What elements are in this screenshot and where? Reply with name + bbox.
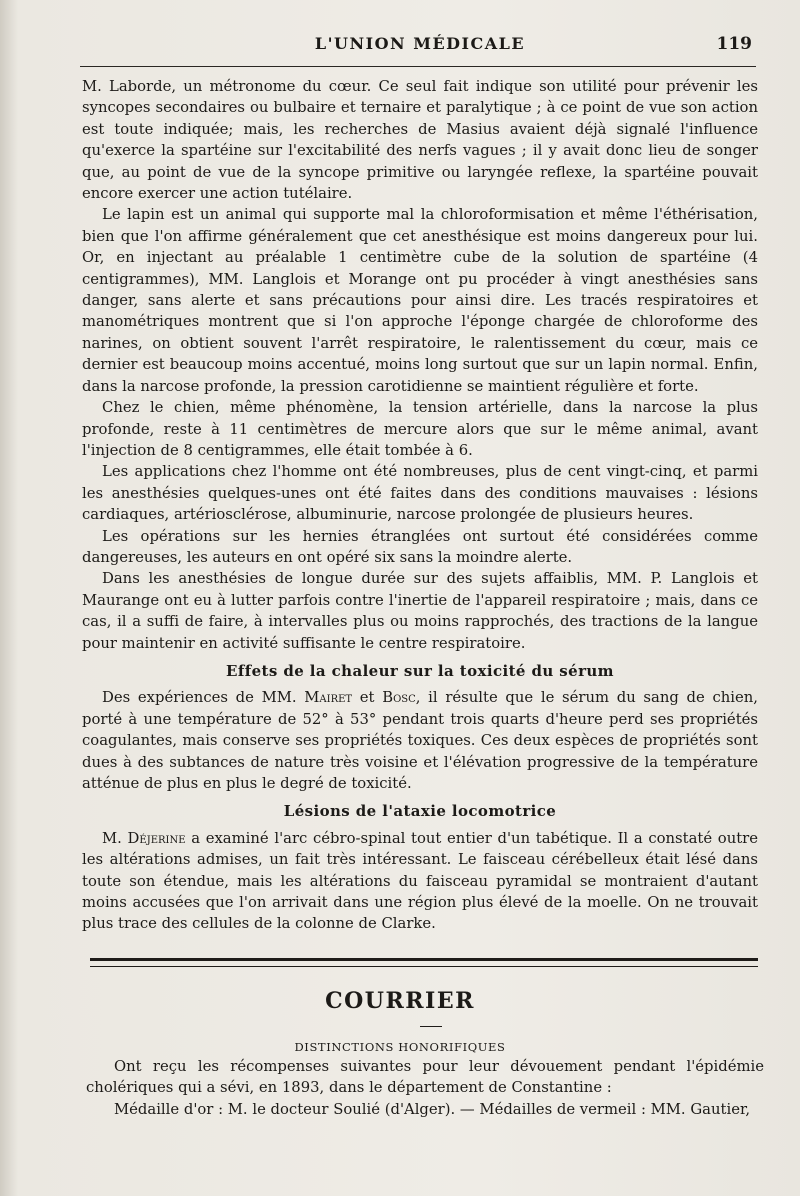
header-rule — [80, 66, 756, 67]
ataxie-text-a: M. — [102, 829, 128, 847]
paragraph-4: Les applications chez l'homme ont été nombreuses, plus de cent vingt-cinq, et parmi les anesthésies quelques-unes ont été faites dans des conditions mauvaises : lésions cardiaques, artériosclérose, albuminurie, narcose prolongée de plusieurs heures. — [82, 463, 758, 524]
ataxie-text-b: a examiné l'arc cébro-spinal tout entier d'un tabétique. Il a constaté outre les altérations admises, un fait très intéressant. Le faisceau cérébelleux était lésé dans toute son étendue, mais les altérations du faisceau pyramidal se montraient d'autant moins accusées que l'on arrivait dans une région plus élevé de la moelle. On ne trouvait plus trace des cellules de la colonne de Clarke. — [82, 829, 758, 933]
author-name-mairet: Mairet — [304, 689, 353, 707]
paragraph-6: Dans les anesthésies de longue durée sur des sujets affaiblis, MM. P. Langlois et Maurange ont eu à lutter parfois contre l'inertie de l'appareil respiratoire ; mais, dans ce cas, il a suffi de faire, à intervalles plus ou moins rapprochés, des tractions de la langue pour maintenir en activité suffisante le centre respiratoire. — [82, 570, 758, 652]
courrier-paragraph-1: Ont reçu les récompenses suivantes pour leur dévouement pendant l'épidémie cholériques qui a sévi, en 1893, dans le département de Constantine : — [86, 1058, 764, 1097]
paragraph-1: M. Laborde, un métronome du cœur. Ce seul fait indique son utilité pour prévenir les syncopes secondaires ou bulbaire et ternaire et paralytique ; à ce point de vue son action est toute indiquée; mais, les recherches de Masius avaient déjà signalé l'influence qu'exerce la spartéine sur l'excitabilité des nerfs vagues ; il y avait donc lieu de songer que, au point de vue de la syncope primitive ou laryngée reflexe, la spartéine pouvait encore exercer une action tutélaire. — [82, 78, 758, 203]
paragraph-5: Les opérations sur les hernies étranglées ont surtout été considérées comme dangereuses, les auteurs en ont opéré six sans la moindre alerte. — [82, 527, 758, 566]
courrier-paragraph-2: Médaille d'or : M. le docteur Soulié (d'Alger). — Médailles de vermeil : MM. Gautier, — [114, 1100, 751, 1118]
distinctions-subheading: DISTINCTIONS HONORIFIQUES — [294, 1040, 506, 1054]
section-heading-serum: Effets de la chaleur sur la toxicité du sérum — [226, 661, 614, 680]
page-number: 119 — [716, 34, 752, 54]
courrier-body — [86, 1056, 764, 1120]
running-head: L'UNION MÉDICALE — [314, 34, 526, 53]
paragraph-serum — [82, 687, 758, 794]
author-name-dejerine: Déjerine — [127, 829, 186, 847]
page-header — [80, 30, 760, 60]
serum-text-b: et — [352, 689, 383, 707]
serum-text-a: Des expériences de MM. — [102, 689, 305, 707]
paragraph-3: Chez le chien, même phénomène, la tension artérielle, dans la narcose la plus profonde, reste à 11 centimètres de mercure alors que sur le même animal, avant l'injection de 8 centigrammes, elle était tombée à 6. — [82, 399, 758, 459]
article-body — [82, 76, 758, 935]
section-heading-ataxie: Lésions de l'ataxie locomotrice — [283, 802, 557, 821]
paragraph-2: Le lapin est un animal qui supporte mal la chloroformisation et même l'éthérisation, bien que l'on affirme généralement que cet anesthésique est moins dangereux pour lui. Or, en injectant au préalable 1 centimètre cube de la solution de spartéine (4 centigrammes), MM. Langlois et Morange ont pu procéder à vingt anesthésies sans danger, sans alerte et sans précautions pour ainsi dire. Les tracés respiratoires et manométriques montrent que si l'on approche l'éponge chargée de chloroforme des narines, on obtient souvent l'arrêt respiratoire, le ralentissement du cœur, mais ce dernier est beaucoup moins accentué, moins long surtout que sur un lapin normal. Enfin, dans la narcose profonde, la pression carotidienne se maintient régulière et forte. — [82, 206, 758, 395]
courrier-title: COURRIER — [325, 988, 475, 1014]
section-divider — [90, 958, 758, 967]
author-name-bosc: Bosc — [382, 689, 416, 707]
paragraph-ataxie — [82, 828, 758, 935]
serum-text-c: , il résulte que le sérum du sang de chien, porté à une température de 52° à 53° pendant trois quarts d'heure perd ses propriétés coagulantes, mais conserve ses propriétés toxiques. Ces deux espèces de propriétés sont dues à des subtances de nature très voisine et l'élévation progressive de la température atténue de plus en plus le degré de toxicité. — [82, 689, 758, 792]
title-rule — [420, 1026, 442, 1027]
